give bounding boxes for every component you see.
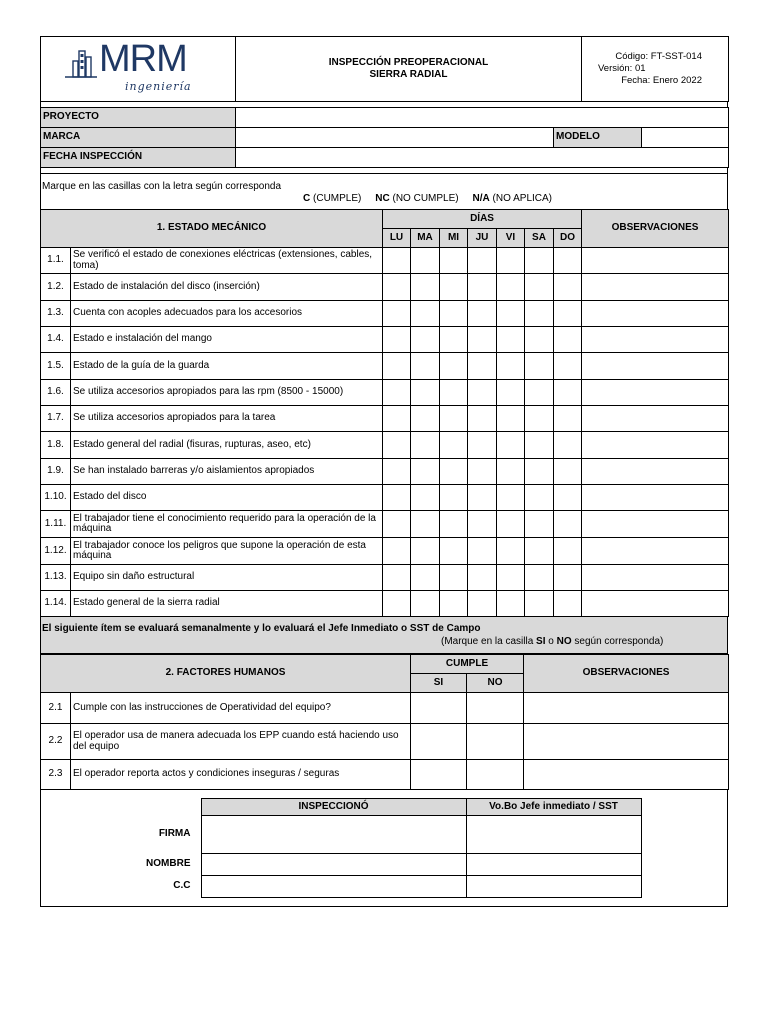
form-header xyxy=(40,36,729,102)
observation-cell[interactable] xyxy=(524,724,729,760)
signature-section xyxy=(40,790,728,907)
day-check-cell[interactable] xyxy=(383,591,411,617)
firma-label: FIRMA xyxy=(158,828,191,840)
day-check-cell[interactable] xyxy=(525,432,554,459)
day-check-cell[interactable] xyxy=(440,432,468,459)
day-check-cell[interactable] xyxy=(411,591,440,617)
day-check-cell[interactable] xyxy=(554,406,582,432)
day-check-cell[interactable] xyxy=(497,274,525,301)
day-check-cell[interactable] xyxy=(440,511,468,538)
model-field[interactable] xyxy=(642,128,729,148)
day-check-cell[interactable] xyxy=(383,406,411,432)
item-text: Cuenta con acoples adecuados para los accesorios xyxy=(71,301,383,327)
weekly-note-instructions xyxy=(441,636,663,647)
table-row xyxy=(41,538,729,565)
observation-cell[interactable] xyxy=(582,538,729,565)
weekly-note-text-c: según corresponda) xyxy=(571,636,664,647)
mechanical-table xyxy=(40,209,729,617)
model-label: MODELO xyxy=(554,128,642,148)
day-check-cell[interactable] xyxy=(383,327,411,353)
observation-cell[interactable] xyxy=(524,760,729,790)
si-check-cell[interactable] xyxy=(411,724,467,760)
day-check-cell[interactable] xyxy=(468,432,497,459)
day-check-cell[interactable] xyxy=(383,380,411,406)
day-check-cell[interactable] xyxy=(468,353,497,380)
table-row xyxy=(41,565,729,591)
observation-cell[interactable] xyxy=(582,432,729,459)
item-number: 1.9. xyxy=(41,459,71,485)
day-check-cell[interactable] xyxy=(497,485,525,511)
date-label: FECHA INSPECCIÓN xyxy=(41,148,236,168)
no-check-cell[interactable] xyxy=(467,693,524,724)
item-number: 1.1. xyxy=(41,248,71,274)
document-codes xyxy=(582,37,729,102)
item-text: El operador usa de manera adecuada los EPP cuando está haciendo uso del equipo xyxy=(71,724,411,760)
inspector-name-field[interactable] xyxy=(201,854,466,876)
day-check-cell[interactable] xyxy=(468,327,497,353)
day-check-cell[interactable] xyxy=(383,274,411,301)
day-check-cell[interactable] xyxy=(525,511,554,538)
document-date: Fecha: Enero 2022 xyxy=(621,74,702,86)
human-section-title: 2. FACTORES HUMANOS xyxy=(41,655,411,693)
day-check-cell[interactable] xyxy=(411,432,440,459)
item-number: 1.6. xyxy=(41,380,71,406)
day-check-cell[interactable] xyxy=(525,485,554,511)
logo-text: MRM xyxy=(99,38,187,80)
day-check-cell[interactable] xyxy=(411,538,440,565)
observation-cell[interactable] xyxy=(582,301,729,327)
weekly-note-text-b: o xyxy=(545,636,557,647)
item-number: 1.13. xyxy=(41,565,71,591)
table-row xyxy=(41,406,729,432)
day-check-cell[interactable] xyxy=(497,565,525,591)
day-check-cell[interactable] xyxy=(525,380,554,406)
day-check-cell[interactable] xyxy=(554,511,582,538)
date-field[interactable] xyxy=(236,148,729,168)
day-check-cell[interactable] xyxy=(411,380,440,406)
day-check-cell[interactable] xyxy=(554,327,582,353)
table-row xyxy=(41,432,729,459)
day-check-cell[interactable] xyxy=(554,248,582,274)
item-number: 1.5. xyxy=(41,353,71,380)
table-row xyxy=(41,327,729,353)
day-header: JU xyxy=(468,229,497,248)
item-number: 1.12. xyxy=(41,538,71,565)
day-check-cell[interactable] xyxy=(383,248,411,274)
item-number: 1.10. xyxy=(41,485,71,511)
human-observations-label: OBSERVACIONES xyxy=(524,655,729,693)
day-check-cell[interactable] xyxy=(468,565,497,591)
item-number: 2.1 xyxy=(41,693,71,724)
table-row xyxy=(41,459,729,485)
document-version: Versión: 01 xyxy=(598,63,646,75)
day-check-cell[interactable] xyxy=(440,459,468,485)
item-text: Se verificó el estado de conexiones eléctricas (extensiones, cables, toma) xyxy=(71,248,383,274)
day-check-cell[interactable] xyxy=(497,406,525,432)
day-check-cell[interactable] xyxy=(554,591,582,617)
observation-cell[interactable] xyxy=(582,511,729,538)
cc-label: C.C xyxy=(173,880,191,892)
cumple-label: CUMPLE xyxy=(411,655,524,674)
day-header: MA xyxy=(411,229,440,248)
day-check-cell[interactable] xyxy=(525,565,554,591)
item-text: Se utiliza accesorios apropiados para las rpm (8500 - 15000) xyxy=(71,380,383,406)
day-check-cell[interactable] xyxy=(554,274,582,301)
legend-na-text: (NO APLICA) xyxy=(492,193,553,204)
day-check-cell[interactable] xyxy=(554,538,582,565)
observation-cell[interactable] xyxy=(582,406,729,432)
form-title-line1: INSPECCIÓN PREOPERACIONAL xyxy=(328,57,489,68)
nombre-label: NOMBRE xyxy=(146,858,191,870)
approver-signature-field[interactable] xyxy=(466,816,641,854)
day-check-cell[interactable] xyxy=(440,380,468,406)
brand-label: MARCA xyxy=(41,128,236,148)
inspector-cc-field[interactable] xyxy=(201,876,466,898)
day-check-cell[interactable] xyxy=(554,353,582,380)
table-row xyxy=(41,591,729,617)
day-header: LU xyxy=(383,229,411,248)
item-number: 1.3. xyxy=(41,301,71,327)
day-check-cell[interactable] xyxy=(440,274,468,301)
day-check-cell[interactable] xyxy=(525,274,554,301)
day-check-cell[interactable] xyxy=(468,511,497,538)
human-table xyxy=(40,654,729,790)
item-number: 1.2. xyxy=(41,274,71,301)
table-row xyxy=(41,380,729,406)
project-field[interactable] xyxy=(236,108,729,128)
table-row xyxy=(41,485,729,511)
table-row xyxy=(41,511,729,538)
table-row xyxy=(41,724,729,760)
inspection-form xyxy=(40,36,728,907)
day-check-cell[interactable] xyxy=(554,432,582,459)
observation-cell[interactable] xyxy=(582,565,729,591)
day-check-cell[interactable] xyxy=(411,353,440,380)
item-text: Estado general del radial (fisuras, rupturas, aseo, etc) xyxy=(71,432,383,459)
legend xyxy=(303,193,552,204)
day-check-cell[interactable] xyxy=(468,248,497,274)
day-check-cell[interactable] xyxy=(440,565,468,591)
day-check-cell[interactable] xyxy=(383,432,411,459)
observation-cell[interactable] xyxy=(582,248,729,274)
approver-name-field[interactable] xyxy=(466,854,641,876)
observation-cell[interactable] xyxy=(524,693,729,724)
logo-subtext: ingeniería xyxy=(125,80,192,93)
company-logo xyxy=(41,37,236,102)
day-check-cell[interactable] xyxy=(468,406,497,432)
day-check-cell[interactable] xyxy=(383,301,411,327)
observation-cell[interactable] xyxy=(582,274,729,301)
day-check-cell[interactable] xyxy=(411,274,440,301)
observation-cell[interactable] xyxy=(582,327,729,353)
day-check-cell[interactable] xyxy=(497,591,525,617)
day-check-cell[interactable] xyxy=(468,538,497,565)
day-check-cell[interactable] xyxy=(440,327,468,353)
day-check-cell[interactable] xyxy=(497,248,525,274)
weekly-note-no: NO xyxy=(556,636,572,647)
item-number: 2.3 xyxy=(41,760,71,790)
day-check-cell[interactable] xyxy=(525,327,554,353)
form-title-line2: SIERRA RADIAL xyxy=(369,69,448,80)
weekly-note xyxy=(40,617,728,654)
mechanical-observations-label: OBSERVACIONES xyxy=(582,210,729,248)
no-check-cell[interactable] xyxy=(467,760,524,790)
day-header: DO xyxy=(554,229,582,248)
inspected-label: INSPECCIONÓ xyxy=(201,799,466,816)
day-check-cell[interactable] xyxy=(497,538,525,565)
item-number: 1.4. xyxy=(41,327,71,353)
observation-cell[interactable] xyxy=(582,485,729,511)
day-check-cell[interactable] xyxy=(440,406,468,432)
day-check-cell[interactable] xyxy=(554,565,582,591)
day-check-cell[interactable] xyxy=(525,301,554,327)
observation-cell[interactable] xyxy=(582,591,729,617)
table-row xyxy=(41,693,729,724)
item-number: 2.2 xyxy=(41,724,71,760)
day-check-cell[interactable] xyxy=(440,248,468,274)
day-check-cell[interactable] xyxy=(383,511,411,538)
item-text: El operador reporta actos y condiciones inseguras / seguras xyxy=(71,760,411,790)
project-label: PROYECTO xyxy=(41,108,236,128)
day-check-cell[interactable] xyxy=(525,406,554,432)
day-check-cell[interactable] xyxy=(525,459,554,485)
day-check-cell[interactable] xyxy=(468,459,497,485)
day-check-cell[interactable] xyxy=(525,248,554,274)
si-label: SI xyxy=(411,674,467,693)
day-check-cell[interactable] xyxy=(440,485,468,511)
item-text: Se utiliza accesorios apropiados para la tarea xyxy=(71,406,383,432)
observation-cell[interactable] xyxy=(582,380,729,406)
day-check-cell[interactable] xyxy=(383,565,411,591)
day-check-cell[interactable] xyxy=(440,353,468,380)
day-check-cell[interactable] xyxy=(497,432,525,459)
approver-cc-field[interactable] xyxy=(466,876,641,898)
legend-nc-text: (NO CUMPLE) xyxy=(392,193,459,204)
day-check-cell[interactable] xyxy=(497,353,525,380)
day-header: SA xyxy=(525,229,554,248)
table-row xyxy=(41,353,729,380)
si-check-cell[interactable] xyxy=(411,693,467,724)
observation-cell[interactable] xyxy=(582,459,729,485)
day-check-cell[interactable] xyxy=(468,301,497,327)
day-check-cell[interactable] xyxy=(411,511,440,538)
weekly-note-si: SI xyxy=(536,636,546,647)
day-check-cell[interactable] xyxy=(554,459,582,485)
table-row xyxy=(41,760,729,790)
day-check-cell[interactable] xyxy=(468,380,497,406)
table-row xyxy=(41,274,729,301)
day-check-cell[interactable] xyxy=(525,538,554,565)
day-check-cell[interactable] xyxy=(411,459,440,485)
brand-field[interactable] xyxy=(236,128,554,148)
day-check-cell[interactable] xyxy=(383,353,411,380)
day-check-cell[interactable] xyxy=(468,485,497,511)
day-check-cell[interactable] xyxy=(383,485,411,511)
no-check-cell[interactable] xyxy=(467,724,524,760)
day-header: MI xyxy=(440,229,468,248)
day-check-cell[interactable] xyxy=(497,301,525,327)
day-check-cell[interactable] xyxy=(525,353,554,380)
day-check-cell[interactable] xyxy=(497,380,525,406)
day-check-cell[interactable] xyxy=(554,380,582,406)
item-text: Estado e instalación del mango xyxy=(71,327,383,353)
day-check-cell[interactable] xyxy=(411,485,440,511)
day-check-cell[interactable] xyxy=(411,248,440,274)
observation-cell[interactable] xyxy=(582,353,729,380)
mechanical-section-title: 1. ESTADO MECÁNICO xyxy=(41,210,383,248)
signature-corner xyxy=(41,799,201,816)
weekly-note-text-a: (Marque en la casilla xyxy=(441,636,537,647)
item-text: Equipo sin daño estructural xyxy=(71,565,383,591)
day-check-cell[interactable] xyxy=(440,591,468,617)
days-label: DÍAS xyxy=(383,210,582,229)
legend-na-code: N/A xyxy=(472,193,490,204)
day-check-cell[interactable] xyxy=(440,301,468,327)
day-check-cell[interactable] xyxy=(554,301,582,327)
day-check-cell[interactable] xyxy=(383,459,411,485)
table-row xyxy=(41,301,729,327)
no-label: NO xyxy=(467,674,524,693)
day-check-cell[interactable] xyxy=(497,327,525,353)
day-check-cell[interactable] xyxy=(468,591,497,617)
item-number: 1.11. xyxy=(41,511,71,538)
legend-nc-code: NC xyxy=(375,193,390,204)
day-check-cell[interactable] xyxy=(497,511,525,538)
day-check-cell[interactable] xyxy=(440,538,468,565)
item-number: 1.8. xyxy=(41,432,71,459)
item-text: Cumple con las instrucciones de Operatividad del equipo? xyxy=(71,693,411,724)
instructions-text: Marque en las casillas con la letra según corresponda xyxy=(42,181,282,192)
approval-label: Vo.Bo Jefe inmediato / SST xyxy=(466,799,641,816)
item-text: El trabajador tiene el conocimiento requerido para la operación de la máquina xyxy=(71,511,383,538)
item-text: El trabajador conoce los peligros que supone la operación de esta máquina xyxy=(71,538,383,565)
day-check-cell[interactable] xyxy=(525,591,554,617)
item-number: 1.7. xyxy=(41,406,71,432)
item-text: Estado de instalación del disco (inserción) xyxy=(71,274,383,301)
item-text: Se han instalado barreras y/o aislamientos apropiados xyxy=(71,459,383,485)
day-check-cell[interactable] xyxy=(468,274,497,301)
day-check-cell[interactable] xyxy=(383,538,411,565)
day-check-cell[interactable] xyxy=(411,565,440,591)
item-text: Estado de la guía de la guarda xyxy=(71,353,383,380)
legend-c-code: C xyxy=(303,193,311,204)
day-check-cell[interactable] xyxy=(411,301,440,327)
form-title xyxy=(236,37,582,102)
inspector-signature-field[interactable] xyxy=(201,816,466,854)
item-text: Estado general de la sierra radial xyxy=(71,591,383,617)
table-row xyxy=(41,248,729,274)
day-check-cell[interactable] xyxy=(411,327,440,353)
info-table xyxy=(40,107,729,168)
day-check-cell[interactable] xyxy=(411,406,440,432)
weekly-note-title: El siguiente ítem se evaluará semanalmente y lo evaluará el Jefe Inmediato o SST de Campo xyxy=(42,623,481,634)
document-code: Código: FT-SST-014 xyxy=(615,51,702,63)
legend-c-text: (CUMPLE) xyxy=(313,193,362,204)
signature-table xyxy=(41,798,642,898)
si-check-cell[interactable] xyxy=(411,760,467,790)
day-check-cell[interactable] xyxy=(497,459,525,485)
item-number: 1.14. xyxy=(41,591,71,617)
item-text: Estado del disco xyxy=(71,485,383,511)
day-check-cell[interactable] xyxy=(554,485,582,511)
day-header: VI xyxy=(497,229,525,248)
instructions xyxy=(40,173,728,209)
